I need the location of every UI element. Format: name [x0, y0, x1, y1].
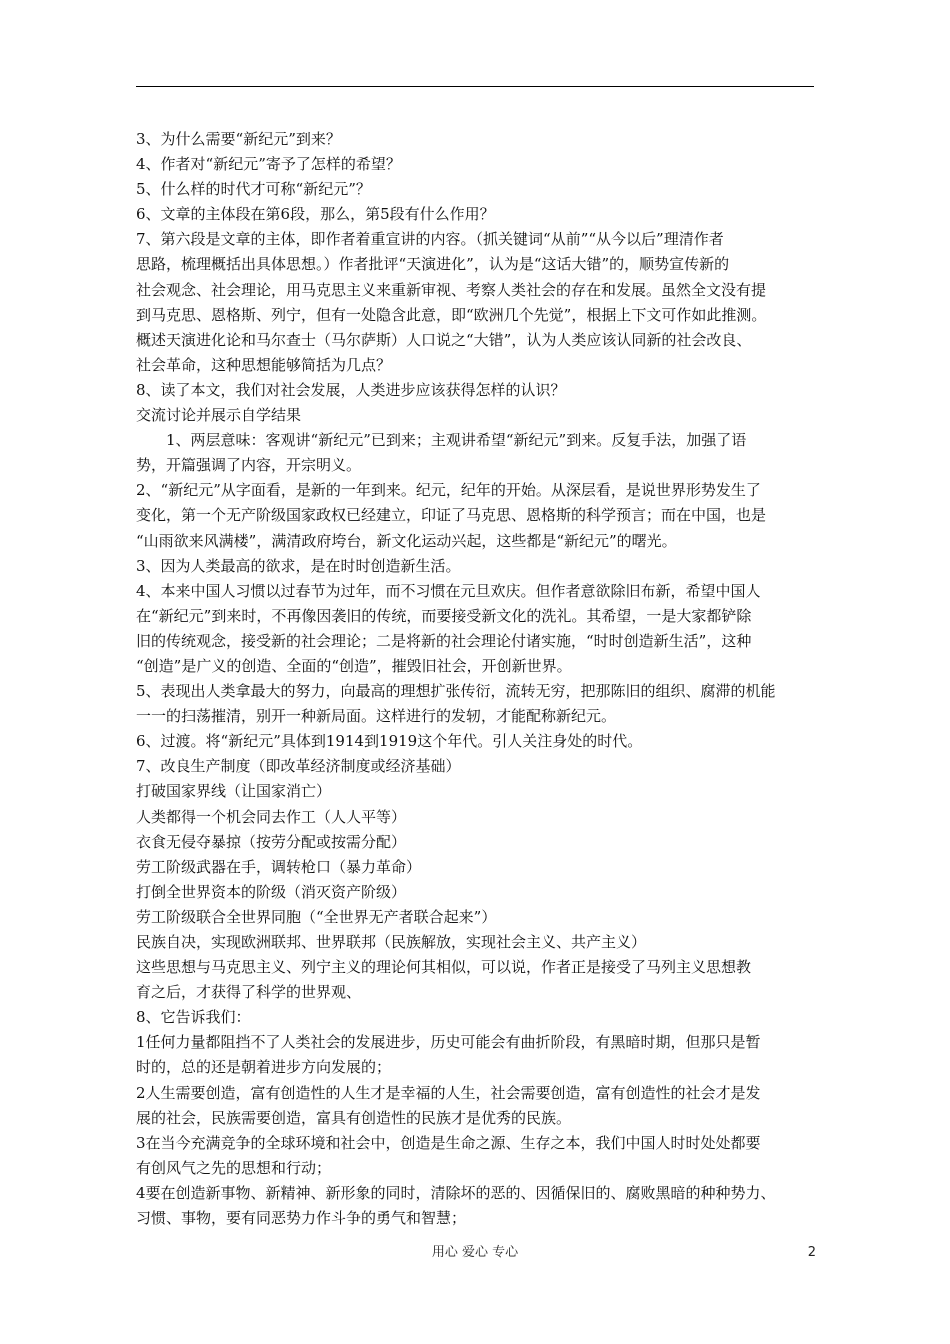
text-line: 社会革命，这种思想能够简括为几点？ — [136, 355, 392, 374]
text-line: 8、它告诉我们： — [136, 1008, 251, 1027]
text-line: 5、表现出人类拿最大的努力，向最高的理想扩张传衍，流转无穷，把那陈旧的组织、腐滞的机能 — [136, 682, 776, 701]
text-line: 2人生需要创造，富有创造性的人生才是幸福的人生，社会需要创造，富有创造性的社会才是发 — [136, 1083, 761, 1102]
text-line: 3在当今充满竞争的全球环境和社会中，创造是生命之源、生存之本，我们中国人时时处处都要 — [136, 1133, 761, 1152]
text-line: “山雨欲来风满楼”，满清政府垮台，新文化运动兴起，这些都是“新纪元”的曙光。 — [136, 531, 677, 550]
text-line: 7、第六段是文章的主体，即作者着重宣讲的内容。（抓关键词“从前”“从今以后”理清作者 — [136, 230, 724, 249]
text-line: 习惯、事物，要有同恶势力作斗争的勇气和智慧； — [136, 1209, 467, 1228]
text-line: 有创风气之先的思想和行动； — [136, 1158, 332, 1177]
text-line: 1、两层意味：客观讲“新纪元”已到来；主观讲希望“新纪元”到来。反复手法，加强了语 — [166, 431, 747, 450]
text-line: 3、为什么需要“新纪元”到来？ — [136, 130, 341, 148]
text-line: 打破国家界线（让国家消亡） — [136, 782, 332, 801]
text-line: 变化，第一个无产阶级国家政权已经建立，印证了马克思、恩格斯的科学预言；而在中国，也是 — [136, 506, 767, 525]
text-line: 4、作者对“新纪元”寄予了怎样的希望？ — [136, 155, 401, 174]
text-line: 3、因为人类最高的欲求，是在时时创造新生活。 — [136, 556, 461, 575]
text-line: 社会观念、社会理论，用马克思主义来重新审视、考察人类社会的存在和发展。虽然全文没有提 — [136, 280, 767, 299]
text-line: 交流讨论并展示自学结果 — [136, 406, 302, 425]
header-rule — [136, 86, 814, 87]
text-line: 到马克思、恩格斯、列宁，但有一处隐含此意，即“欧洲几个先觉”，根据上下文可作如此推测。 — [136, 305, 767, 324]
text-line: 时的，总的还是朝着进步方向发展的； — [136, 1058, 392, 1077]
text-line: 人类都得一个机会同去作工（人人平等） — [136, 807, 407, 826]
body-text — [136, 127, 822, 1231]
text-line: 5、什么样的时代才可称“新纪元”？ — [136, 180, 371, 199]
text-line: 这些思想与马克思主义、列宁主义的理论何其相似，可以说，作者正是接受了马列主义思想教 — [136, 958, 752, 977]
text-line: 势，开篇强调了内容，开宗明义。 — [136, 456, 362, 475]
text-line: 思路，梳理概括出具体思想。）作者批评“天演进化”，认为是“这话大错”的，顺势宣传新的 — [136, 255, 730, 274]
text-line: 一一的扫荡摧清，别开一种新局面。这样进行的发轫，才能配称新纪元。 — [136, 707, 617, 726]
text-line: “创造”是广义的创造、全面的“创造”，摧毁旧社会，开创新世界。 — [136, 656, 572, 675]
page-number: 2 — [807, 1245, 816, 1260]
text-line: 育之后，才获得了科学的世界观、 — [136, 983, 362, 1002]
text-line: 8、读了本文，我们对社会发展，人类进步应该获得怎样的认识？ — [136, 380, 566, 399]
text-line: 旧的传统观念，接受新的社会理论；二是将新的社会理论付诸实施，“时时创造新生活”，这种 — [136, 631, 752, 650]
text-line: 衣食无侵夺暴掠（按劳分配或按需分配） — [136, 832, 407, 851]
text-line: 劳工阶级武器在手，调转枪口（暴力革命） — [136, 857, 422, 876]
text-line: 7、改良生产制度（即改革经济制度或经济基础） — [136, 757, 461, 776]
text-line: 劳工阶级联合全世界同胞（“全世界无产者联合起来”） — [136, 907, 497, 926]
text-line: 概述天演进化论和马尔查士（马尔萨斯）人口说之“大错”，认为人类应该认同新的社会改良、 — [136, 330, 752, 349]
text-line: 打倒全世界资本的阶级（消灭资产阶级） — [136, 882, 407, 901]
text-line: 展的社会，民族需要创造，富具有创造性的民族才是优秀的民族。 — [136, 1108, 572, 1127]
text-line: 6、过渡。将“新纪元”具体到1914到1919这个年代。引人关注身处的时代。 — [136, 732, 643, 751]
text-line: 1任何力量都阻挡不了人类社会的发展进步，历史可能会有曲折阶段，有黑暗时期，但那只是暂 — [136, 1033, 761, 1052]
text-line: 4、本来中国人习惯以过春节为过年，而不习惯在元旦欢庆。但作者意欲除旧布新，希望中国人 — [136, 581, 761, 600]
text-line: 民族自决，实现欧洲联邦、世界联邦（民族解放，实现社会主义、共产主义） — [136, 933, 647, 951]
text-line: 6、文章的主体段在第6段，那么，第5段有什么作用？ — [136, 205, 495, 224]
text-line: 2、“新纪元”从字面看，是新的一年到来。纪元，纪年的开始。从深层看，是说世界形势发生了 — [136, 481, 761, 500]
text-line: 4要在创造新事物、新精神、新形象的同时，清除坏的恶的、因循保旧的、腐败黑暗的种种势力、 — [136, 1183, 776, 1202]
footer-text: 用心 爱心 专心 — [431, 1245, 519, 1260]
text-line: 在“新纪元”到来时，不再像因袭旧的传统，而要接受新文化的洗礼。其希望，一是大家都铲除 — [136, 606, 752, 625]
